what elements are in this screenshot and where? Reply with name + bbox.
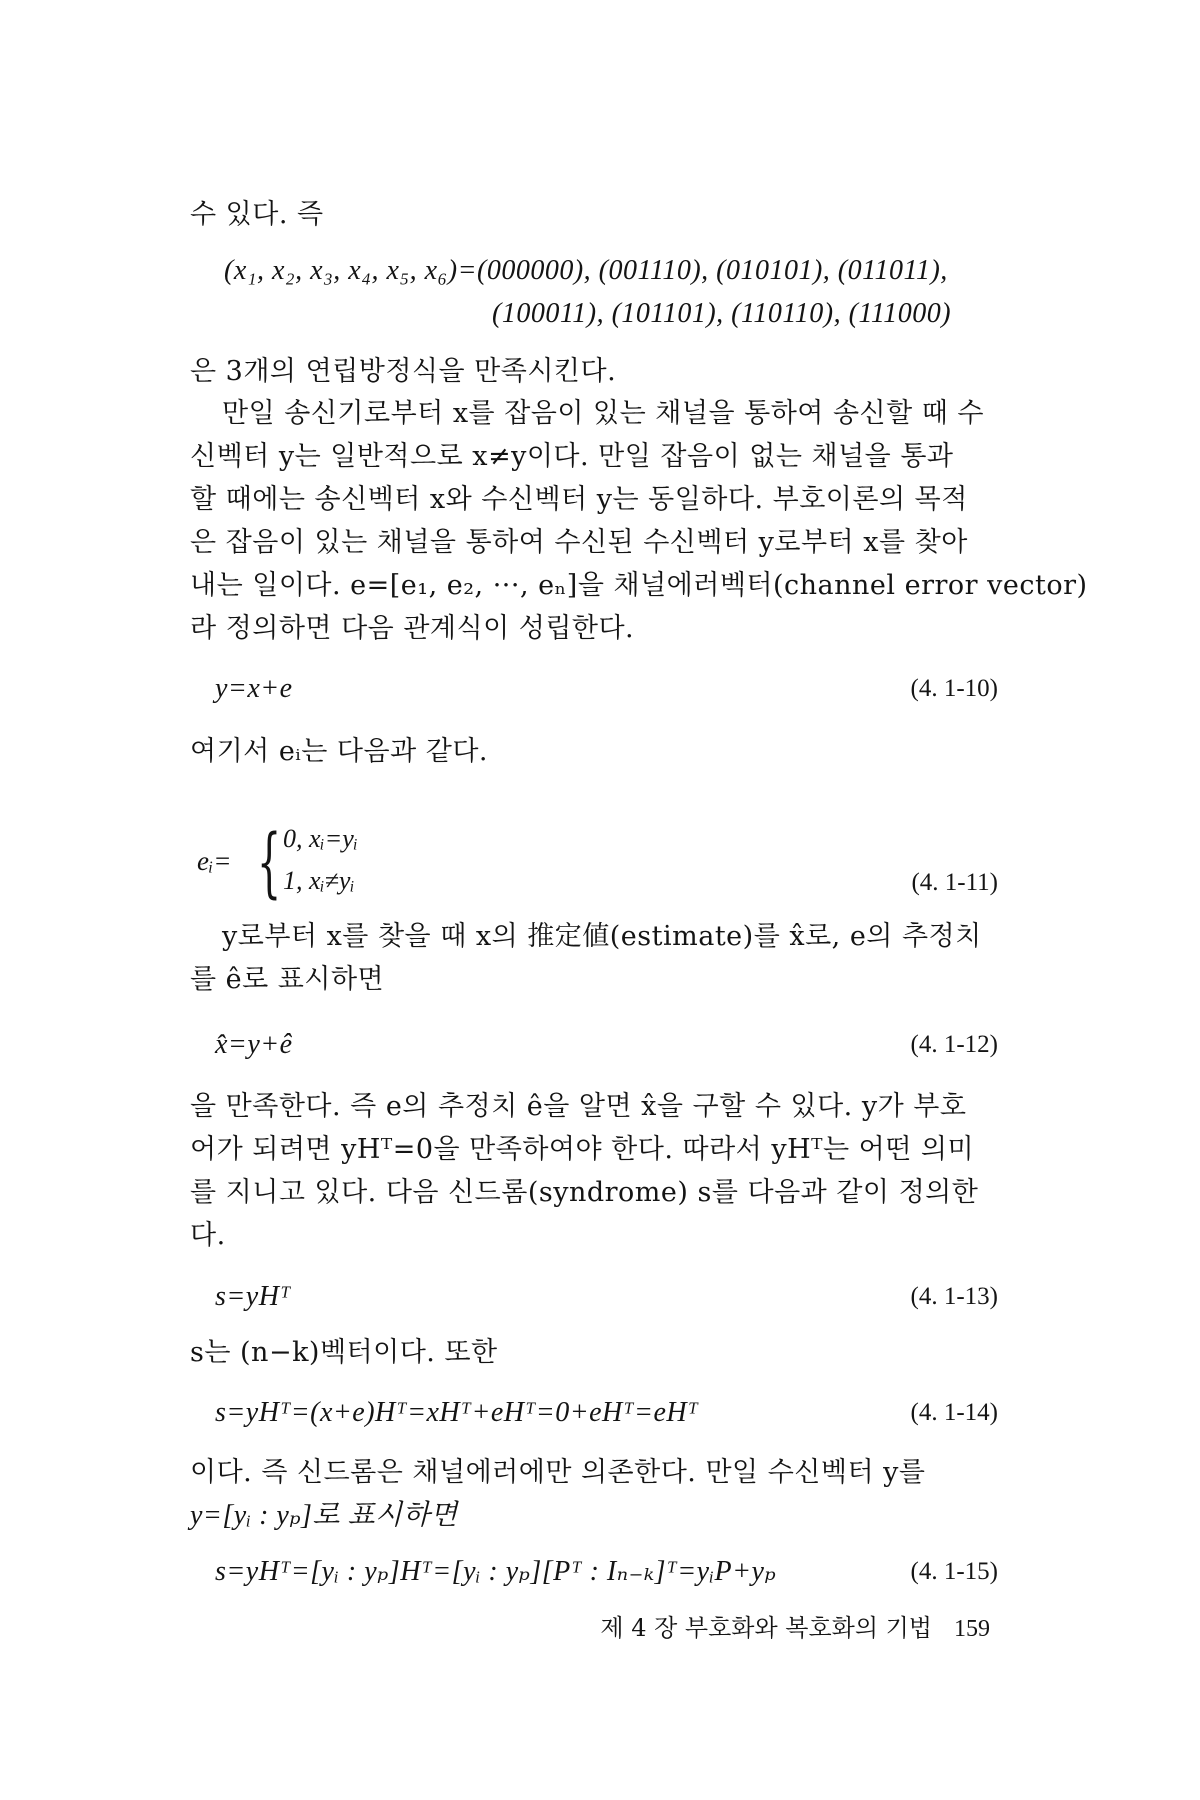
equation-number: (4. 1-11) [911, 869, 998, 896]
equation-number: (4. 1-12) [910, 1031, 998, 1058]
text-line: 신벡터 y는 일반적으로 x≠y이다. 만일 잡음이 없는 채널을 통과 [190, 441, 954, 472]
text-line: 이다. 즉 신드롬은 채널에러에만 의존한다. 만일 수신벡터 y를 [190, 1457, 926, 1488]
codeword-list-line: (x₁, x₂, x₃, x₄, x₅, x₆)=(000000), (001110), (010101), (011011), [224, 255, 948, 286]
codeword-list-line: (100011), (101101), (110110), (111000) [492, 298, 952, 329]
text-line: 를 지니고 있다. 다음 신드롬(syndrome) s를 다음과 같이 정의한 [190, 1177, 979, 1208]
page-number: 159 [954, 1616, 990, 1642]
equation: s=yHᵀ=(x+e)Hᵀ=xHᵀ+eHᵀ=0+eHᵀ=eHᵀ [215, 1397, 699, 1428]
equation-lhs: eᵢ= [197, 846, 232, 876]
piecewise-equation [197, 817, 597, 910]
equation-number: (4. 1-10) [910, 675, 998, 702]
equation-case: 1, xᵢ≠yᵢ [283, 866, 355, 895]
text-line: s는 (n−k)벡터이다. 또한 [190, 1337, 498, 1368]
equation: y=x+e [215, 673, 293, 704]
equation: x̂=y+ê [215, 1029, 293, 1060]
page-footer [600, 1612, 990, 1645]
text-line: 수 있다. 즉 [190, 199, 324, 230]
equation: s=yHᵀ=[yᵢ : yₚ]Hᵀ=[yᵢ : yₚ][Pᵀ : Iₙ₋ₖ]ᵀ=yᵢP+yₚ [215, 1556, 777, 1587]
text-line: 를 ê로 표시하면 [190, 964, 385, 995]
paragraph-first-line: 만일 송신기로부터 x를 잡음이 있는 채널을 통하여 송신할 때 수 [222, 398, 985, 429]
text-line: y=[yᵢ : yₚ]로 표시하면 [190, 1500, 458, 1531]
text-line: 다. [190, 1220, 226, 1251]
equation-number: (4. 1-13) [910, 1283, 998, 1310]
paragraph-first-line: y로부터 x를 찾을 때 x의 推定値(estimate)를 x̂로, e의 추정치 [222, 921, 982, 952]
equation-case: 0, xᵢ=yᵢ [283, 824, 358, 853]
text-line: 은 3개의 연립방정식을 만족시킨다. [190, 356, 617, 387]
equation: s=yHᵀ [215, 1281, 291, 1312]
text-line: 을 만족한다. 즉 e의 추정치 ê을 알면 x̂을 구할 수 있다. y가 부호 [190, 1091, 967, 1122]
chapter-title: 제 4 장 부호화와 복호화의 기법 [600, 1614, 932, 1642]
text-line: 여기서 eᵢ는 다음과 같다. [190, 736, 488, 767]
equation-number: (4. 1-14) [910, 1399, 998, 1426]
left-brace: { [257, 817, 282, 906]
text-line: 내는 일이다. e=[e₁, e₂, ···, eₙ]을 채널에러벡터(channel error vector) [190, 570, 1088, 601]
text-line: 은 잡음이 있는 채널을 통하여 수신된 수신벡터 y로부터 x를 찾아 [190, 527, 968, 558]
text-line: 할 때에는 송신벡터 x와 수신벡터 y는 동일하다. 부호이론의 목적 [190, 484, 968, 515]
equation-number: (4. 1-15) [910, 1558, 998, 1585]
text-line: 어가 되려면 yHᵀ=0을 만족하여야 한다. 따라서 yHᵀ는 어떤 의미 [190, 1134, 975, 1165]
text-line: 라 정의하면 다음 관계식이 성립한다. [190, 613, 635, 644]
